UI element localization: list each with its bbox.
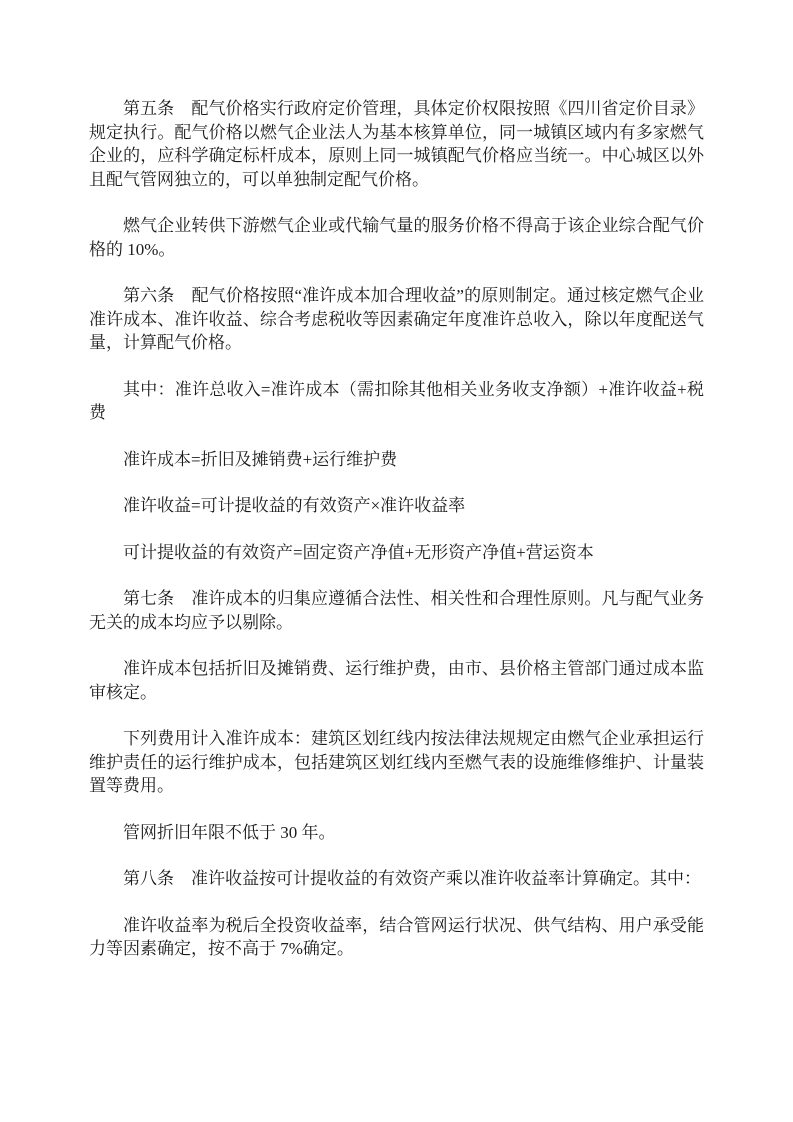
paragraph-formula-permitted-return: 准许收益=可计提收益的有效资产×准许收益率 xyxy=(123,496,466,515)
paragraph-article-5: 第五条 配气价格实行政府定价管理，具体定价权限按照《四川省定价目录》规定执行。配气价格以燃气企业法人为基本核算单位，同一城镇区域内有多家燃气企业的，应科学确定标杆成本，原则上同一城镇配气价格应当统一。中心城区以外且配气管网独立的，可以单独制定配气价格。 xyxy=(89,99,704,189)
paragraph-included-fees: 下列费用计入准许成本：建筑区划红线内按法律法规规定由燃气企业承担运行维护责任的运行维护成本，包括建筑区划红线内至燃气表的设施维修维护、计量装置等费用。 xyxy=(89,729,704,795)
paragraph-article-6: 第六条 配气价格按照“准许成本加合理收益”的原则制定。通过核定燃气企业准许成本、准许收益、综合考虑税收等因素确定年度准许总收入，除以年度配送气量，计算配气价格。 xyxy=(89,286,704,352)
paragraph-article-7: 第七条 准许成本的归集应遵循合法性、相关性和合理性原则。凡与配气业务无关的成本均应予以剔除。 xyxy=(89,589,704,632)
paragraph-formula-total-revenue: 其中：准许总收入=准许成本（需扣除其他相关业务收支净额）+准许收益+税费 xyxy=(89,379,704,422)
paragraph-formula-permitted-cost: 准许成本=折旧及摊销费+运行维护费 xyxy=(123,449,398,469)
paragraph-transfer-price-cap: 燃气企业转供下游燃气企业或代输气量的服务价格不得高于该企业综合配气价格的 10%。 xyxy=(89,216,704,259)
paragraph-article-8: 第八条 准许收益按可计提收益的有效资产乘以准许收益率计算确定。其中： xyxy=(123,869,701,888)
paragraph-cost-review: 准许成本包括折旧及摊销费、运行维护费，由市、县价格主管部门通过成本监审核定。 xyxy=(89,659,704,702)
paragraph-formula-effective-assets: 可计提收益的有效资产=固定资产净值+无形资产净值+营运资本 xyxy=(123,542,594,562)
paragraph-return-rate: 准许收益率为税后全投资收益率，结合管网运行状况、供气结构、用户承受能力等因素确定，按不高于 7%确定。 xyxy=(89,915,704,958)
document-body xyxy=(89,97,704,984)
paragraph-depreciation-years: 管网折旧年限不低于 30 年。 xyxy=(123,822,336,842)
